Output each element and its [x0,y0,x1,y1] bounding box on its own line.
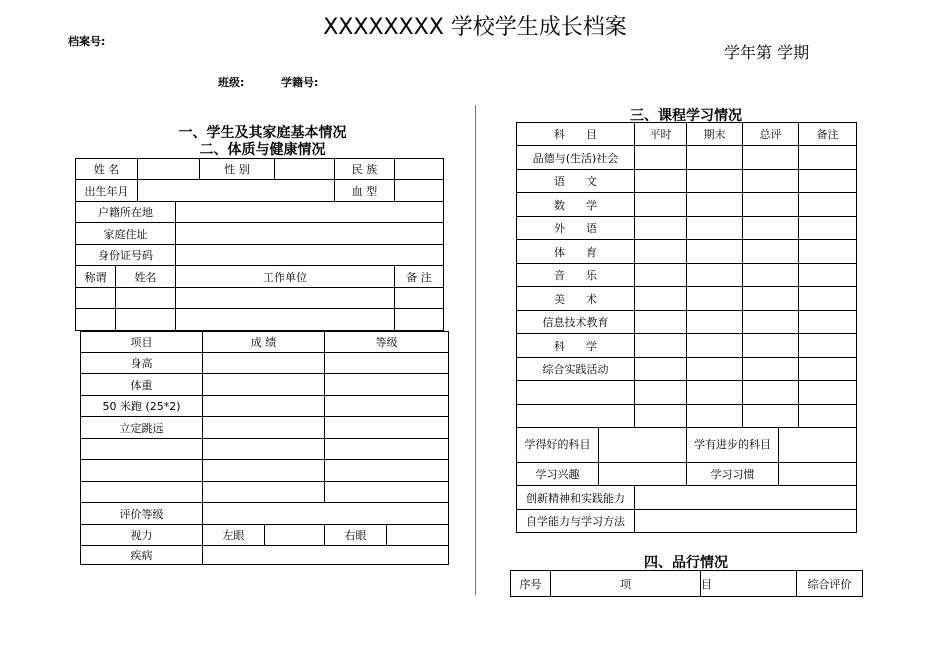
family-cell[interactable] [176,288,395,309]
grade-cell[interactable] [687,217,743,240]
learning-summary-table [516,427,857,533]
grade-cell[interactable] [799,311,857,334]
eval-grade-value[interactable] [203,503,449,525]
grade-cell[interactable] [687,240,743,264]
health-cell[interactable] [203,353,325,374]
health-header-grade: 等级 [325,332,449,353]
grade-cell[interactable] [635,287,687,311]
health-cell[interactable] [203,482,325,503]
grade-cell[interactable] [687,170,743,193]
health-cell[interactable] [325,482,449,503]
grade-cell[interactable] [687,193,743,217]
family-cell[interactable] [116,309,176,331]
section1-title: 一、学生及其家庭基本情况 [178,125,347,141]
grade-cell[interactable] [799,358,857,381]
grade-cell[interactable] [635,311,687,334]
subject-blank[interactable] [517,381,635,405]
grade-cell[interactable] [799,170,857,193]
health-item-weight: 体重 [81,374,203,396]
grade-cell[interactable] [743,193,799,217]
right-eye-value[interactable] [387,525,449,546]
id-number-value[interactable] [176,245,444,266]
section2-title: 二、体质与健康情况 [199,142,326,158]
course-header-regular: 平时 [635,123,687,146]
birth-value[interactable] [138,180,335,202]
good-subject-label: 学得好的科目 [517,428,599,463]
grade-cell[interactable] [635,334,687,358]
interest-value[interactable] [599,463,687,486]
health-cell[interactable] [203,460,325,482]
ethnicity-value[interactable] [395,159,444,180]
term-label: 学年第 学期 [724,43,810,62]
subject-blank[interactable] [517,405,635,428]
course-table [516,122,857,428]
birth-label: 出生年月 [76,180,138,202]
section3-title: 三、课程学习情况 [630,108,742,124]
name-value[interactable] [138,159,200,180]
conduct-header-item2: 目 [701,571,797,597]
health-item-run: 50 米跑 (25*2) [81,396,203,417]
grade-cell[interactable] [799,264,857,287]
subject-science: 科 学 [517,334,635,358]
grade-cell[interactable] [799,240,857,264]
health-cell[interactable] [203,439,325,460]
grade-cell[interactable] [687,358,743,381]
health-cell[interactable] [325,417,449,439]
health-table [80,331,449,565]
grade-cell[interactable] [635,405,687,428]
page-divider [475,105,476,595]
grade-cell[interactable] [635,146,687,170]
grade-cell[interactable] [687,334,743,358]
family-header-work: 工作单位 [176,266,395,288]
grade-cell[interactable] [687,381,743,405]
grade-cell[interactable] [799,334,857,358]
address-label: 家庭住址 [76,223,176,245]
grade-cell[interactable] [799,405,857,428]
ethnicity-label: 民 族 [335,159,395,180]
grade-cell[interactable] [635,264,687,287]
subject-foreign: 外 语 [517,217,635,240]
grade-cell[interactable] [743,217,799,240]
grade-cell[interactable] [799,193,857,217]
subject-practice: 综合实践活动 [517,358,635,381]
grade-cell[interactable] [743,334,799,358]
gender-value[interactable] [275,159,335,180]
file-number-label: 档案号: [68,35,106,48]
subject-music: 音 乐 [517,264,635,287]
habit-value[interactable] [779,463,857,486]
disease-value[interactable] [203,546,449,565]
gender-label: 性 别 [200,159,275,180]
grade-cell[interactable] [635,240,687,264]
innovation-value[interactable] [635,486,857,510]
blood-label: 血 型 [335,180,395,202]
grade-cell[interactable] [743,170,799,193]
progress-subject-value[interactable] [779,428,857,463]
course-header-total: 总评 [743,123,799,146]
health-header-item: 项目 [81,332,203,353]
name-label: 姓 名 [76,159,138,180]
course-header-note: 备注 [799,123,857,146]
left-eye-label: 左眼 [203,525,265,546]
grade-cell[interactable] [743,146,799,170]
health-header-score: 成 绩 [203,332,325,353]
grade-cell[interactable] [635,193,687,217]
interest-label: 学习兴趣 [517,463,599,486]
health-cell[interactable] [325,353,449,374]
self-learning-value[interactable] [635,510,857,533]
vision-label: 视力 [81,525,203,546]
health-cell[interactable] [325,460,449,482]
grade-cell[interactable] [799,287,857,311]
subject-math: 数 学 [517,193,635,217]
self-learning-label: 自学能力与学习方法 [517,510,635,533]
grade-cell[interactable] [687,264,743,287]
grade-cell[interactable] [687,311,743,334]
subject-art: 美 术 [517,287,635,311]
student-id-label: 学籍号: [281,76,319,89]
family-cell[interactable] [395,309,444,331]
grade-cell[interactable] [635,170,687,193]
health-cell[interactable] [325,396,449,417]
family-header-note: 备 注 [395,266,444,288]
course-header-final: 期末 [687,123,743,146]
conduct-header-no: 序号 [511,571,551,597]
health-cell[interactable] [325,439,449,460]
health-item-height: 身高 [81,353,203,374]
health-cell[interactable] [81,482,203,503]
basic-info-table [75,158,444,331]
grade-cell[interactable] [799,146,857,170]
grade-cell[interactable] [743,381,799,405]
blood-value[interactable] [395,180,444,202]
grade-cell[interactable] [743,311,799,334]
section4-title: 四、品行情况 [644,555,728,571]
address-value[interactable] [176,223,444,245]
course-header-subject: 科 目 [517,123,635,146]
grade-cell[interactable] [799,217,857,240]
health-cell[interactable] [203,417,325,439]
grade-cell[interactable] [635,358,687,381]
grade-cell[interactable] [743,264,799,287]
health-cell[interactable] [203,396,325,417]
grade-cell[interactable] [799,381,857,405]
grade-cell[interactable] [687,146,743,170]
good-subject-value[interactable] [599,428,687,463]
conduct-table [510,570,863,597]
grade-cell[interactable] [687,405,743,428]
health-cell[interactable] [325,374,449,396]
grade-cell[interactable] [635,381,687,405]
habit-label: 学习习惯 [687,463,779,486]
progress-subject-label: 学有进步的科目 [687,428,779,463]
subject-it: 信息技术教育 [517,311,635,334]
disease-label: 疾病 [81,546,203,565]
hukou-value[interactable] [176,202,444,223]
left-eye-value[interactable] [265,525,325,546]
grade-cell[interactable] [687,287,743,311]
grade-cell[interactable] [635,217,687,240]
grade-cell[interactable] [743,358,799,381]
conduct-header-eval: 综合评价 [797,571,863,597]
hukou-label: 户籍所在地 [76,202,176,223]
family-header-relation: 称谓 [76,266,116,288]
subject-morality: 品德与(生活)社会 [517,146,635,170]
family-header-name: 姓名 [116,266,176,288]
health-cell[interactable] [203,374,325,396]
health-cell[interactable] [81,460,203,482]
family-cell[interactable] [395,288,444,309]
page-title: XXXXXXXX 学校学生成长档案 [323,15,627,40]
family-cell[interactable] [76,288,116,309]
innovation-label: 创新精神和实践能力 [517,486,635,510]
subject-chinese: 语 文 [517,170,635,193]
grade-cell[interactable] [743,240,799,264]
family-cell[interactable] [176,309,395,331]
health-item-jump: 立定跳远 [81,417,203,439]
right-eye-label: 右眼 [325,525,387,546]
id-number-label: 身份证号码 [76,245,176,266]
family-cell[interactable] [76,309,116,331]
conduct-header-item: 项 [551,571,701,597]
family-cell[interactable] [116,288,176,309]
grade-cell[interactable] [743,405,799,428]
eval-grade-label: 评价等级 [81,503,203,525]
class-label: 班级: [218,76,245,89]
subject-pe: 体 育 [517,240,635,264]
health-cell[interactable] [81,439,203,460]
grade-cell[interactable] [743,287,799,311]
